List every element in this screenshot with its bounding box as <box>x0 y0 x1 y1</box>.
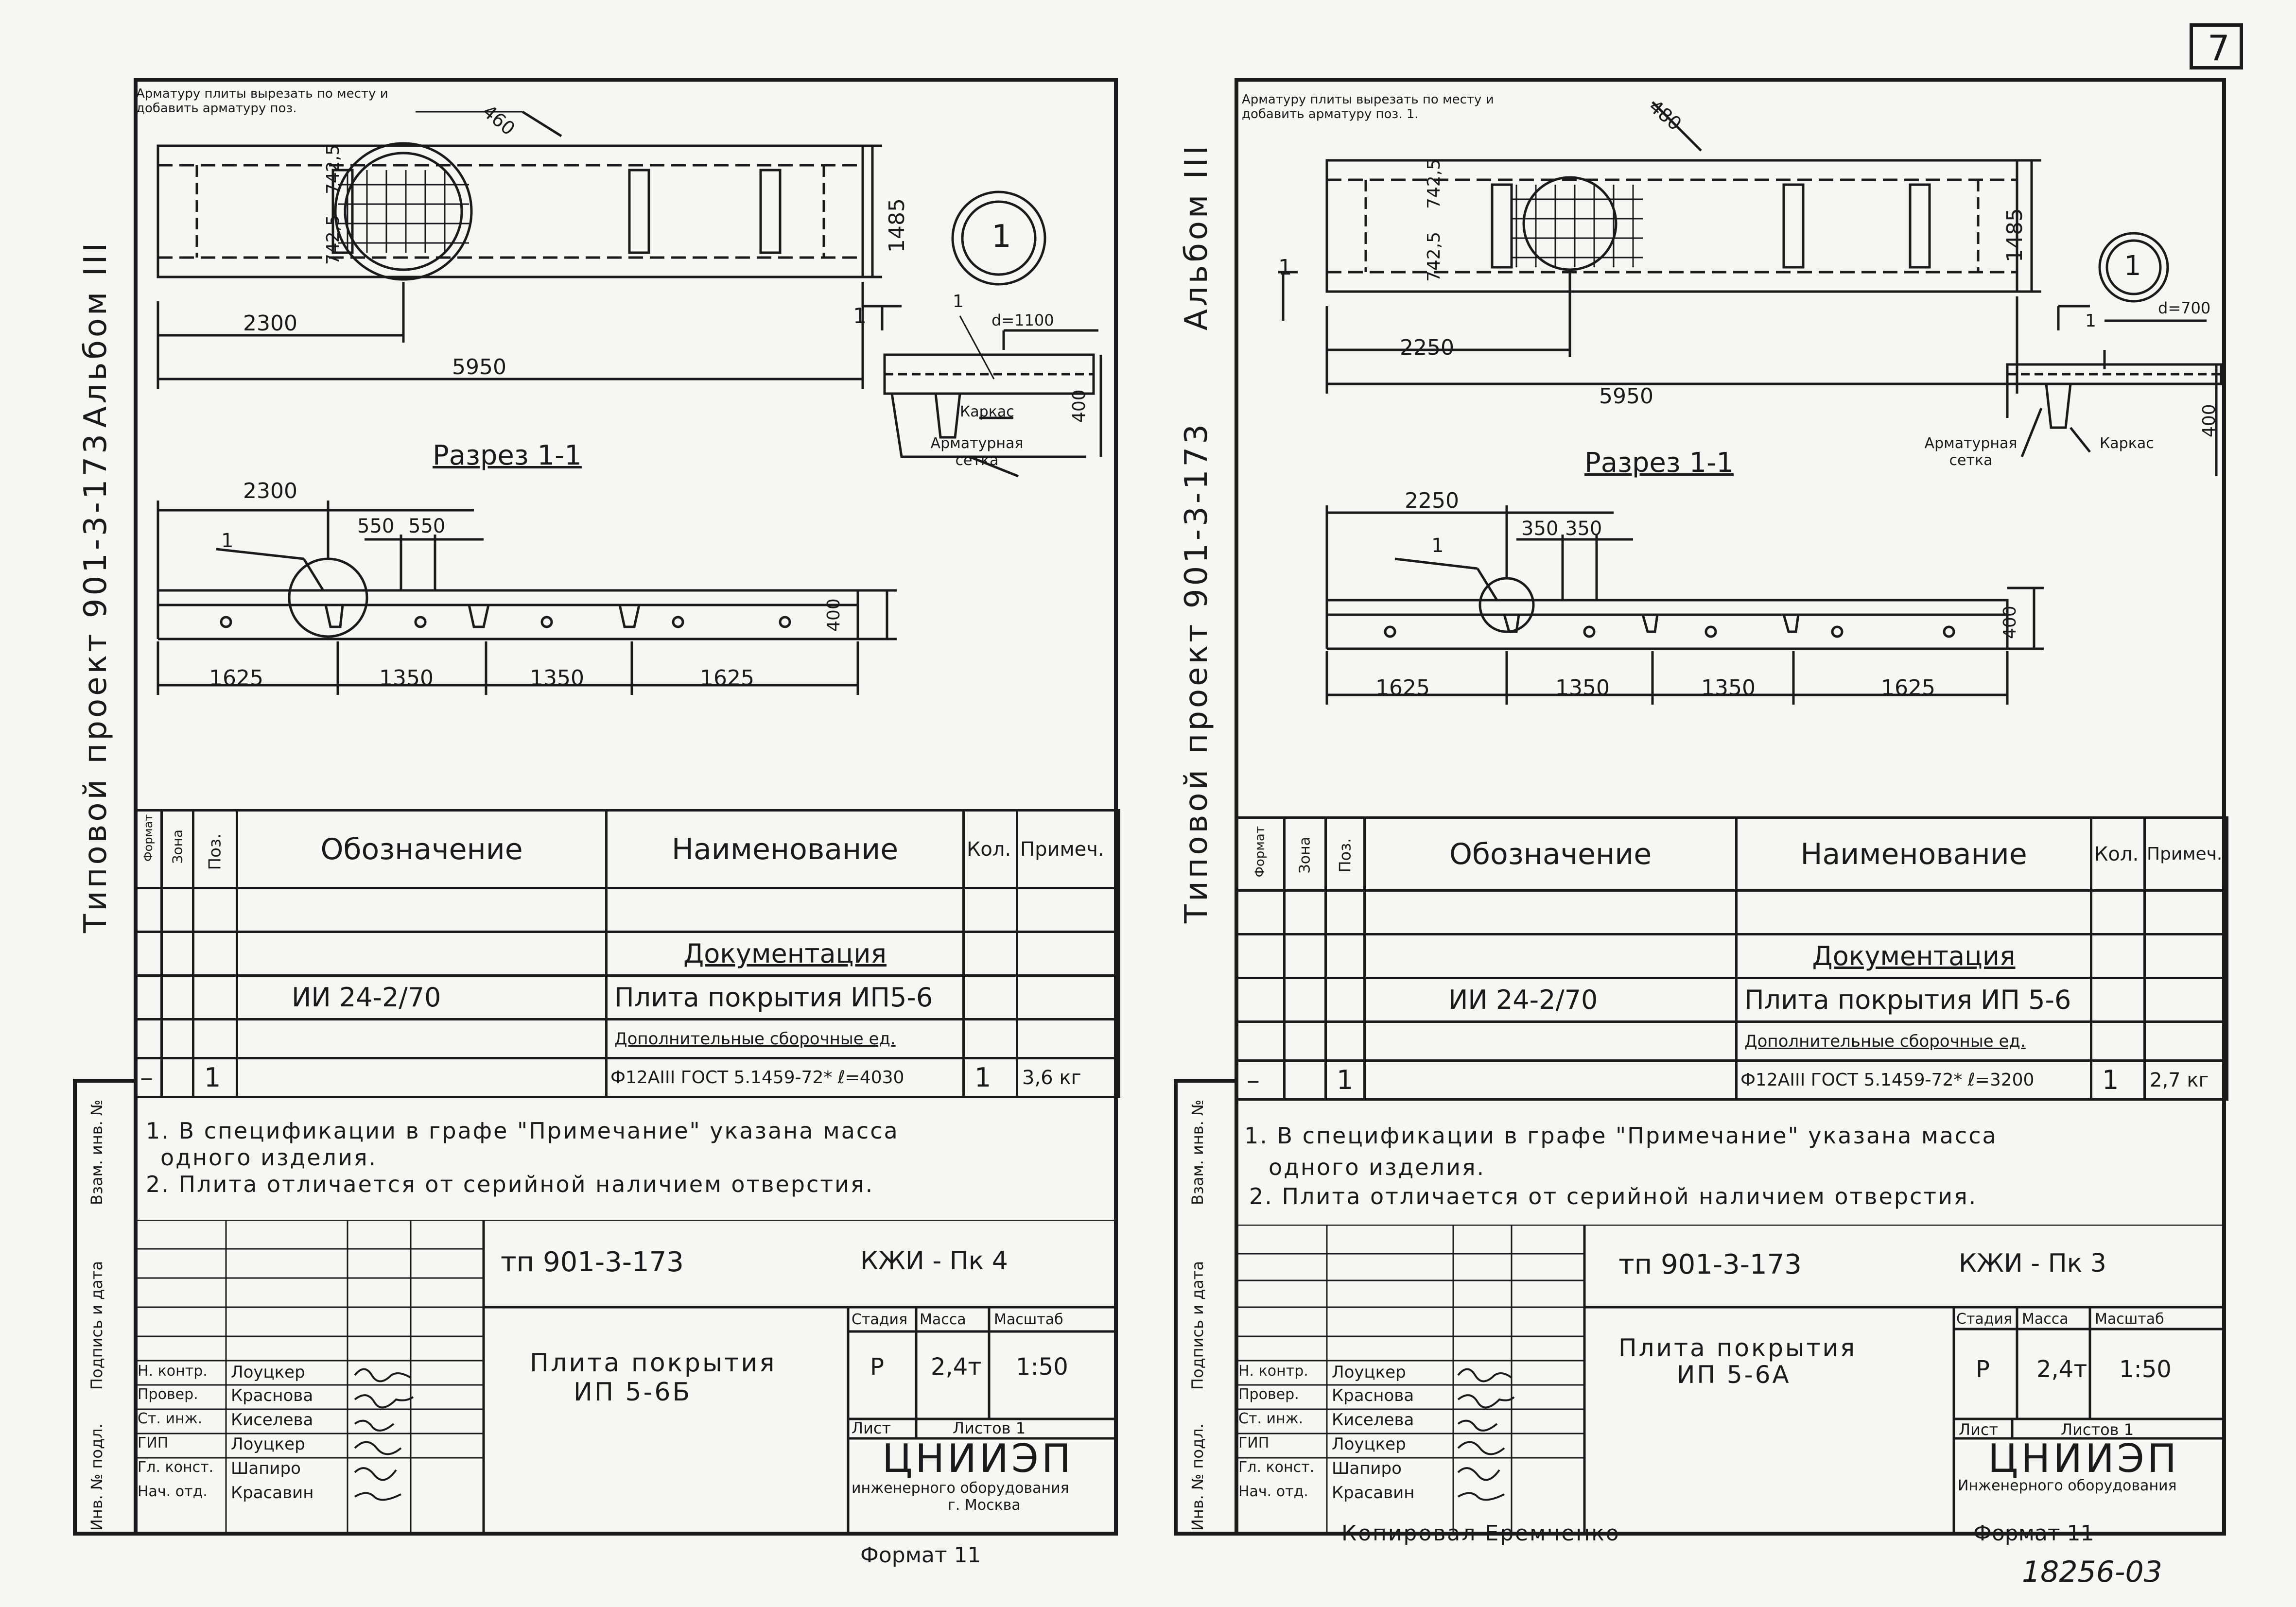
left-tb-name-3: Лоуцкер <box>231 1434 305 1454</box>
left-spec-h-code: Обозначение <box>237 811 607 888</box>
right-spec-h-name: Наименование <box>1737 818 2091 891</box>
left-tb-stage-h: Стадия <box>852 1311 908 1328</box>
right-spec-doc-row <box>1236 978 2227 1022</box>
left-spec-item-name: Ф12АIII ГОСТ 5.1459-72* ℓ=4030 <box>607 1058 964 1097</box>
left-spec-item-code <box>237 1058 607 1097</box>
left-tb-city: г. Москва <box>948 1497 1021 1514</box>
right-detail-height: 400 <box>2199 404 2219 437</box>
right-detail-setka: Арматурная сетка <box>1924 435 2018 469</box>
left-format: Формат 11 <box>860 1543 981 1568</box>
right-spec-h-zone: Зона <box>1296 836 1314 874</box>
right-tb-role-0: Н. контр. <box>1238 1363 1308 1380</box>
left-dim-width: 1485 <box>885 198 909 253</box>
left-callout: 1 <box>991 219 1011 255</box>
right-spec-h-code: Обозначение <box>1365 818 1737 891</box>
footer-code: 18256-03 <box>2022 1555 2162 1589</box>
right-spec-item-pos: 1 <box>1326 1061 1365 1100</box>
left-spec-h-qty: Кол. <box>964 811 1017 888</box>
right-plan-note: Арматуру плиты вырезать по месту и добавить арматуру поз. 1. <box>1242 92 1494 121</box>
left-spec-item-mass: 3,6 кг <box>1017 1058 1119 1097</box>
left-plan-note: Арматуру плиты вырезать по месту и добавить арматуру поз. <box>136 86 388 116</box>
left-spec-doc-name: Плита покрытия ИП5-6 <box>607 976 964 1019</box>
right-tb-scale-h: Масштаб <box>2095 1311 2164 1328</box>
left-sec-d1: 550 <box>357 515 395 537</box>
left-tb-role-5: Нач. отд. <box>138 1483 208 1500</box>
left-note1b: одного изделия. <box>160 1144 378 1171</box>
right-sec-d2: 350 <box>1565 518 1602 540</box>
right-tb-name-5: Красавин <box>1332 1483 1415 1503</box>
right-tb-org2: Инженерного оборудования <box>1958 1477 2177 1494</box>
right-sec-pos: 1 <box>1431 535 1444 557</box>
page-number: 7 <box>2208 28 2230 69</box>
left-tb-name-4: Шапиро <box>231 1459 301 1478</box>
left-sec-bottom-3: 1350 <box>530 666 584 691</box>
right-tb-role-5: Нач. отд. <box>1238 1483 1308 1500</box>
left-section-title: Разрез 1-1 <box>433 440 582 471</box>
left-tb-name-5: Красавин <box>231 1483 314 1503</box>
left-sec-offset: 2300 <box>243 479 297 503</box>
left-sec-d2: 550 <box>408 515 446 537</box>
left-note1: 1. В спецификации в графе "Примечание" указана масса <box>146 1118 899 1144</box>
left-tb-name-2: Киселева <box>231 1410 313 1430</box>
left-tb-mass-h: Масса <box>920 1311 966 1328</box>
left-tb-role-2: Ст. инж. <box>138 1410 203 1427</box>
left-tb-role-0: Н. контр. <box>138 1363 208 1380</box>
right-detail-pos: 1 <box>2085 311 2096 331</box>
right-signatures <box>1453 1361 1516 1511</box>
left-spec-doc-code: ИИ 24-2/70 <box>237 976 607 1019</box>
left-spec-doc-row <box>135 976 1119 1019</box>
right-tb-name-0: Лоуцкер <box>1332 1363 1406 1382</box>
left-stamp-inv: Инв. № подл. <box>87 1423 106 1531</box>
right-detail-d: d=700 <box>2158 299 2211 317</box>
right-sec-bottom-2: 1350 <box>1555 675 1610 700</box>
page-number-box <box>2190 23 2243 69</box>
left-spec-item-zone <box>162 1058 193 1097</box>
left-spec-header <box>135 811 1119 888</box>
right-tb-name-1: Краснова <box>1332 1386 1414 1405</box>
right-tb-scale: 1:50 <box>2119 1356 2172 1383</box>
right-detail-karkas: Каркас <box>2100 435 2154 452</box>
right-note2: 2. Плита отличается от серийной наличием отверстия. <box>1249 1183 1978 1210</box>
left-signatures <box>350 1361 418 1511</box>
right-spec-doc-name: Плита покрытия ИП 5-6 <box>1737 978 2091 1022</box>
right-dim-length: 5950 <box>1599 384 1653 409</box>
left-tb-role-4: Гл. конст. <box>138 1459 214 1476</box>
left-spec-item-format: – <box>135 1058 162 1097</box>
left-tb-stage: Р <box>870 1353 884 1381</box>
left-spec-sub: Дополнительные сборочные ед. <box>607 1019 964 1058</box>
right-spec-section-row <box>1236 934 2227 978</box>
left-section-mark: 1 <box>853 304 867 328</box>
right-tb-name-2: Киселева <box>1332 1410 1414 1430</box>
left-spec-sub-row <box>135 1019 1119 1058</box>
left-sec-pos: 1 <box>221 530 234 552</box>
right-tb-project: тп 901-3-173 <box>1618 1249 1802 1280</box>
right-copied-by: Копировал Еремченко <box>1341 1521 1620 1546</box>
left-sec-bottom-1: 1625 <box>209 666 263 691</box>
left-note2: 2. Плита отличается от серийной наличием отверстия. <box>146 1171 874 1197</box>
right-tb-role-3: ГИП <box>1238 1434 1270 1451</box>
right-dim-width: 1485 <box>2002 208 2027 262</box>
right-spec-empty-row <box>1236 891 2227 934</box>
right-tb-sheet: Лист <box>1959 1420 1999 1439</box>
right-spec-item-qty: 1 <box>2091 1061 2145 1100</box>
left-tb-title2: ИП 5-6Б <box>574 1378 692 1407</box>
right-spec-sub: Дополнительные сборочные ед. <box>1737 1022 2091 1061</box>
right-tb-role-4: Гл. конст. <box>1238 1459 1315 1476</box>
left-tb-code: КЖИ - Пк 4 <box>860 1246 1008 1276</box>
left-spec-h-pos: Поз. <box>205 833 225 870</box>
left-detail-setka: Арматурная сетка <box>930 435 1024 469</box>
right-spec-header <box>1236 818 2227 891</box>
right-spec-item-format: – <box>1236 1061 1285 1100</box>
right-sec-offset: 2250 <box>1405 488 1459 513</box>
right-callout: 1 <box>2124 250 2141 282</box>
left-detail-karkas: Каркас <box>960 403 1014 420</box>
left-tb-sheet: Лист <box>852 1419 891 1437</box>
right-section-title: Разрез 1-1 <box>1584 447 1734 479</box>
right-sec-bottom-1: 1625 <box>1375 675 1430 700</box>
right-dim-offset: 2250 <box>1400 335 1454 360</box>
left-spec-h-zone: Зона <box>169 829 186 864</box>
right-note1b: одного изделия. <box>1269 1154 1486 1180</box>
right-sec-bottom-3: 1350 <box>1701 675 1756 700</box>
left-tb-role-1: Провер. <box>138 1386 198 1403</box>
left-tb-name-1: Краснова <box>231 1386 313 1405</box>
right-tb-org: ЦНИИЭП <box>1988 1436 2179 1481</box>
left-spec-table <box>134 809 1120 1098</box>
right-spec-h-note: Примеч. <box>2145 818 2227 891</box>
left-tb-scale-h: Масштаб <box>994 1311 1063 1328</box>
left-dim-half1: 742,5 <box>323 214 343 265</box>
right-stamp-replace: Взам. инв. № <box>1188 1099 1207 1205</box>
left-detail-height: 400 <box>1069 389 1089 423</box>
right-spec-item-mass: 2,7 кг <box>2145 1061 2227 1100</box>
left-detail-pos: 1 <box>953 292 964 311</box>
right-spec-h-pos: Поз. <box>1336 838 1355 872</box>
right-spec-item-zone <box>1285 1061 1326 1100</box>
left-spec-item-pos: 1 <box>193 1058 237 1097</box>
right-sec-height: 400 <box>2000 605 2020 639</box>
right-spec-h-format: Формат <box>1252 826 1268 877</box>
right-stamp-inv: Инв. № подл. <box>1188 1423 1207 1531</box>
right-spec-item-name: Ф12АIII ГОСТ 5.1459-72* ℓ=3200 <box>1737 1061 2091 1100</box>
left-sec-height: 400 <box>824 598 844 632</box>
left-spec-h-note: Примеч. <box>1017 811 1119 888</box>
right-spec-h-qty: Кол. <box>2091 818 2145 891</box>
right-tb-name-4: Шапиро <box>1332 1459 1402 1478</box>
right-sec-d1: 350 <box>1521 518 1559 540</box>
left-spec-item-qty: 1 <box>964 1058 1017 1097</box>
left-album-label: Альбом III <box>78 240 114 428</box>
right-tb-mass: 2,4т <box>2036 1356 2087 1383</box>
right-tb-code: КЖИ - Пк 3 <box>1959 1249 2106 1278</box>
left-spec-section-row <box>135 932 1119 976</box>
left-spec-section: Документация <box>607 932 964 976</box>
right-tb-stage-h: Стадия <box>1956 1311 2013 1328</box>
right-spec-item-row <box>1236 1061 2227 1100</box>
left-tb-title1: Плита покрытия <box>530 1348 777 1378</box>
left-dim-offset: 2300 <box>243 311 297 336</box>
right-format: Формат 11 <box>1973 1521 2094 1546</box>
left-spec-h-name: Наименование <box>607 811 964 888</box>
right-spec-sub-row <box>1236 1022 2227 1061</box>
left-spec-item-row <box>135 1058 1119 1097</box>
right-tb-role-1: Провер. <box>1238 1386 1299 1403</box>
right-tb-title2: ИП 5-6А <box>1677 1361 1791 1389</box>
right-project-label: Типовой проект 901-3-173 <box>1179 421 1215 923</box>
left-spec-empty-row <box>135 888 1119 932</box>
right-tb-stage: Р <box>1976 1356 1990 1383</box>
right-dim-half1: 742,5 <box>1424 231 1444 282</box>
right-tb-name-3: Лоуцкер <box>1332 1434 1406 1454</box>
left-tb-sheets: Листов 1 <box>953 1419 1026 1437</box>
left-dim-half2: 742,5 <box>323 144 343 194</box>
left-detail-d: d=1100 <box>991 311 1054 329</box>
right-section-drawing <box>1235 491 2061 724</box>
left-tb-role-3: ГИП <box>138 1434 169 1451</box>
right-spec-section: Документация <box>1737 934 2091 978</box>
left-project-label: Типовой проект 901-3-173 <box>78 431 114 933</box>
right-spec-doc-code: ИИ 24-2/70 <box>1365 978 1737 1022</box>
right-sec-bottom-4: 1625 <box>1881 675 1935 700</box>
right-dim-half2: 742,5 <box>1424 158 1444 209</box>
left-stamp-sign: Подпись и дата <box>87 1261 106 1390</box>
left-sec-bottom-4: 1625 <box>700 666 754 691</box>
left-tb-org: ЦНИИЭП <box>882 1436 1074 1481</box>
right-tb-mass-h: Масса <box>2022 1311 2069 1328</box>
left-tb-mass: 2,4т <box>931 1353 982 1381</box>
right-tb-title1: Плита покрытия <box>1618 1334 1857 1362</box>
right-spec-table <box>1235 816 2228 1101</box>
left-stamp-replace: Взам. инв. № <box>87 1099 106 1205</box>
left-tb-org2: инженерного оборудования <box>852 1480 1069 1497</box>
left-tb-scale: 1:50 <box>1016 1353 1068 1381</box>
left-dim-length: 5950 <box>452 355 506 380</box>
right-section-mark: 1 <box>1278 255 1292 280</box>
right-dim-hole: 480 <box>1645 95 1686 135</box>
left-sec-bottom-2: 1350 <box>379 666 434 691</box>
left-dim-hole: 460 <box>478 100 520 140</box>
left-tb-name-0: Лоуцкер <box>231 1363 305 1382</box>
right-album-label: Альбом III <box>1179 142 1215 330</box>
right-spec-item-code <box>1365 1061 1737 1100</box>
right-tb-role-2: Ст. инж. <box>1238 1410 1304 1427</box>
right-stamp-sign: Подпись и дата <box>1188 1261 1207 1390</box>
right-note1: 1. В спецификации в графе "Примечание" указана масса <box>1244 1123 1998 1149</box>
right-tb-sheets: Листов 1 <box>2061 1420 2134 1439</box>
left-spec-h-format: Формат <box>141 814 155 862</box>
left-tb-project: тп 901-3-173 <box>501 1246 684 1278</box>
